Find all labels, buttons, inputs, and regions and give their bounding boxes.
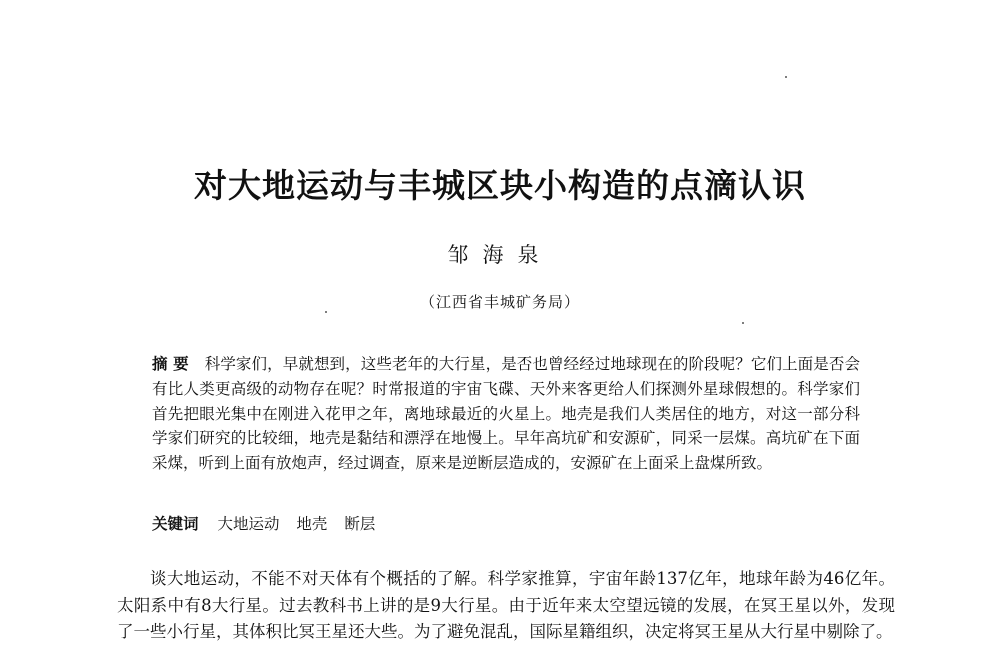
body-paragraph: 谈大地运动，不能不对天体有个概括的了解。科学家推算，宇宙年龄137亿年，地球年龄为46亿年。太阳系中有8大行星。过去教科书上讲的是9大行星。由于近年来太空望远镜的发展，在冥王星以外，发现了一些小行星，其体积比冥王星还大些。为了避免混乱，国际星籍组织，决定将冥王星从大行星中剔除了。 (117, 569, 895, 641)
keyword-item: 大地运动 (217, 515, 280, 533)
scan-speck (785, 76, 787, 78)
abstract-text: 科学家们，早就想到，这些老年的大行星，是否也曾经经过地球现在的阶段呢？它们上面是否会有比人类更高级的动物存在呢？时常报道的宇宙飞碟、天外来客更给人们探测外星球假想的。科学家们首先把眼光集中在刚进入花甲之年，离地球最近的火星上。地壳是我们人类居住的地方，对这一部分科学家们研究的比较细，地壳是黏结和漂浮在地慢上。早年高坑矿和安源矿，同采一层煤。高坑矿在下面采煤，听到上面有放炮声，经过调查，原来是逆断层造成的，安源矿在上面采上盘煤所致。 (152, 355, 860, 473)
scan-speck (742, 322, 744, 324)
author-affiliation: （江西省丰城矿务局） (419, 293, 580, 311)
keyword-item: 断层 (344, 515, 376, 533)
keyword-item: 地壳 (296, 515, 328, 533)
author-name: 邹海泉 (447, 243, 553, 267)
keywords (152, 512, 387, 536)
keywords-label: 关键词 (152, 514, 199, 533)
abstract-label: 摘 要 (152, 354, 189, 373)
article-title: 对大地运动与丰城区块小构造的点滴认识 (194, 166, 806, 205)
scan-speck (325, 311, 327, 313)
abstract (152, 352, 860, 476)
